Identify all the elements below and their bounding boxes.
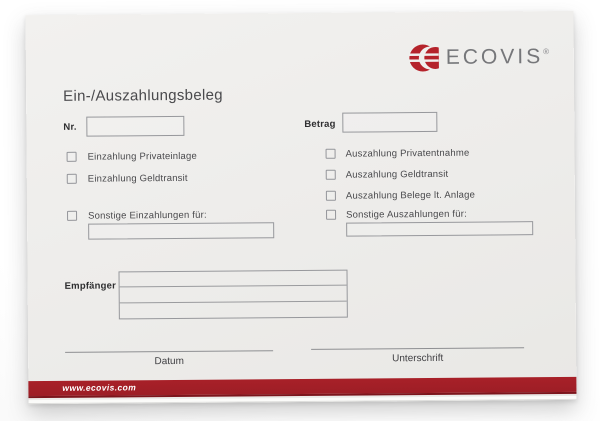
checkbox-einzahlung-privateinlage[interactable] [67,152,77,162]
payment-voucher-form [25,11,576,404]
checkbox-sonstige-einzahlungen[interactable] [67,211,77,221]
option-label: Einzahlung Privateinlage [87,150,198,163]
website-url: www.ecovis.com [62,382,137,393]
empfaenger-label: Empfänger [64,280,117,292]
datum-label: Datum [154,355,184,368]
option-label: Sonstige Einzahlungen für: [88,209,207,222]
empfaenger-line-1[interactable] [120,271,347,288]
ecovis-logo [409,42,549,73]
betrag-input[interactable] [342,112,437,133]
option-label: Einzahlung Geldtransit [87,172,188,185]
option-label: Auszahlung Privatentnahme [345,147,470,160]
footer-bar [28,377,576,398]
registered-trademark: ® [543,47,550,57]
option-label: Sonstige Auszahlungen für: [346,208,467,221]
nr-label: Nr. [63,121,77,133]
empfaenger-line-3[interactable] [120,301,347,318]
sonstige-einzahlungen-input[interactable] [88,222,274,239]
ecovis-logo-text: ECOVIS® [445,45,550,69]
nr-input[interactable] [86,116,184,137]
checkbox-sonstige-auszahlungen[interactable] [326,210,336,220]
checkbox-auszahlung-belege[interactable] [326,191,336,201]
checkbox-einzahlung-geldtransit[interactable] [67,174,77,184]
checkbox-auszahlung-privatentnahme[interactable] [326,149,336,159]
ecovis-logo-icon [409,43,439,73]
option-label: Auszahlung Geldtransit [345,168,449,181]
datum-signature-line[interactable] [65,350,273,353]
form-title: Ein-/Auszahlungsbeleg [63,86,223,105]
empfaenger-box [118,270,347,320]
checkbox-auszahlung-geldtransit[interactable] [326,170,336,180]
unterschrift-signature-line[interactable] [311,347,524,350]
sonstige-auszahlungen-input[interactable] [346,221,533,236]
betrag-label: Betrag [304,118,336,130]
empfaenger-line-2[interactable] [120,286,347,303]
option-label: Auszahlung Belege lt. Anlage [345,189,476,202]
unterschrift-label: Unterschrift [392,352,444,365]
